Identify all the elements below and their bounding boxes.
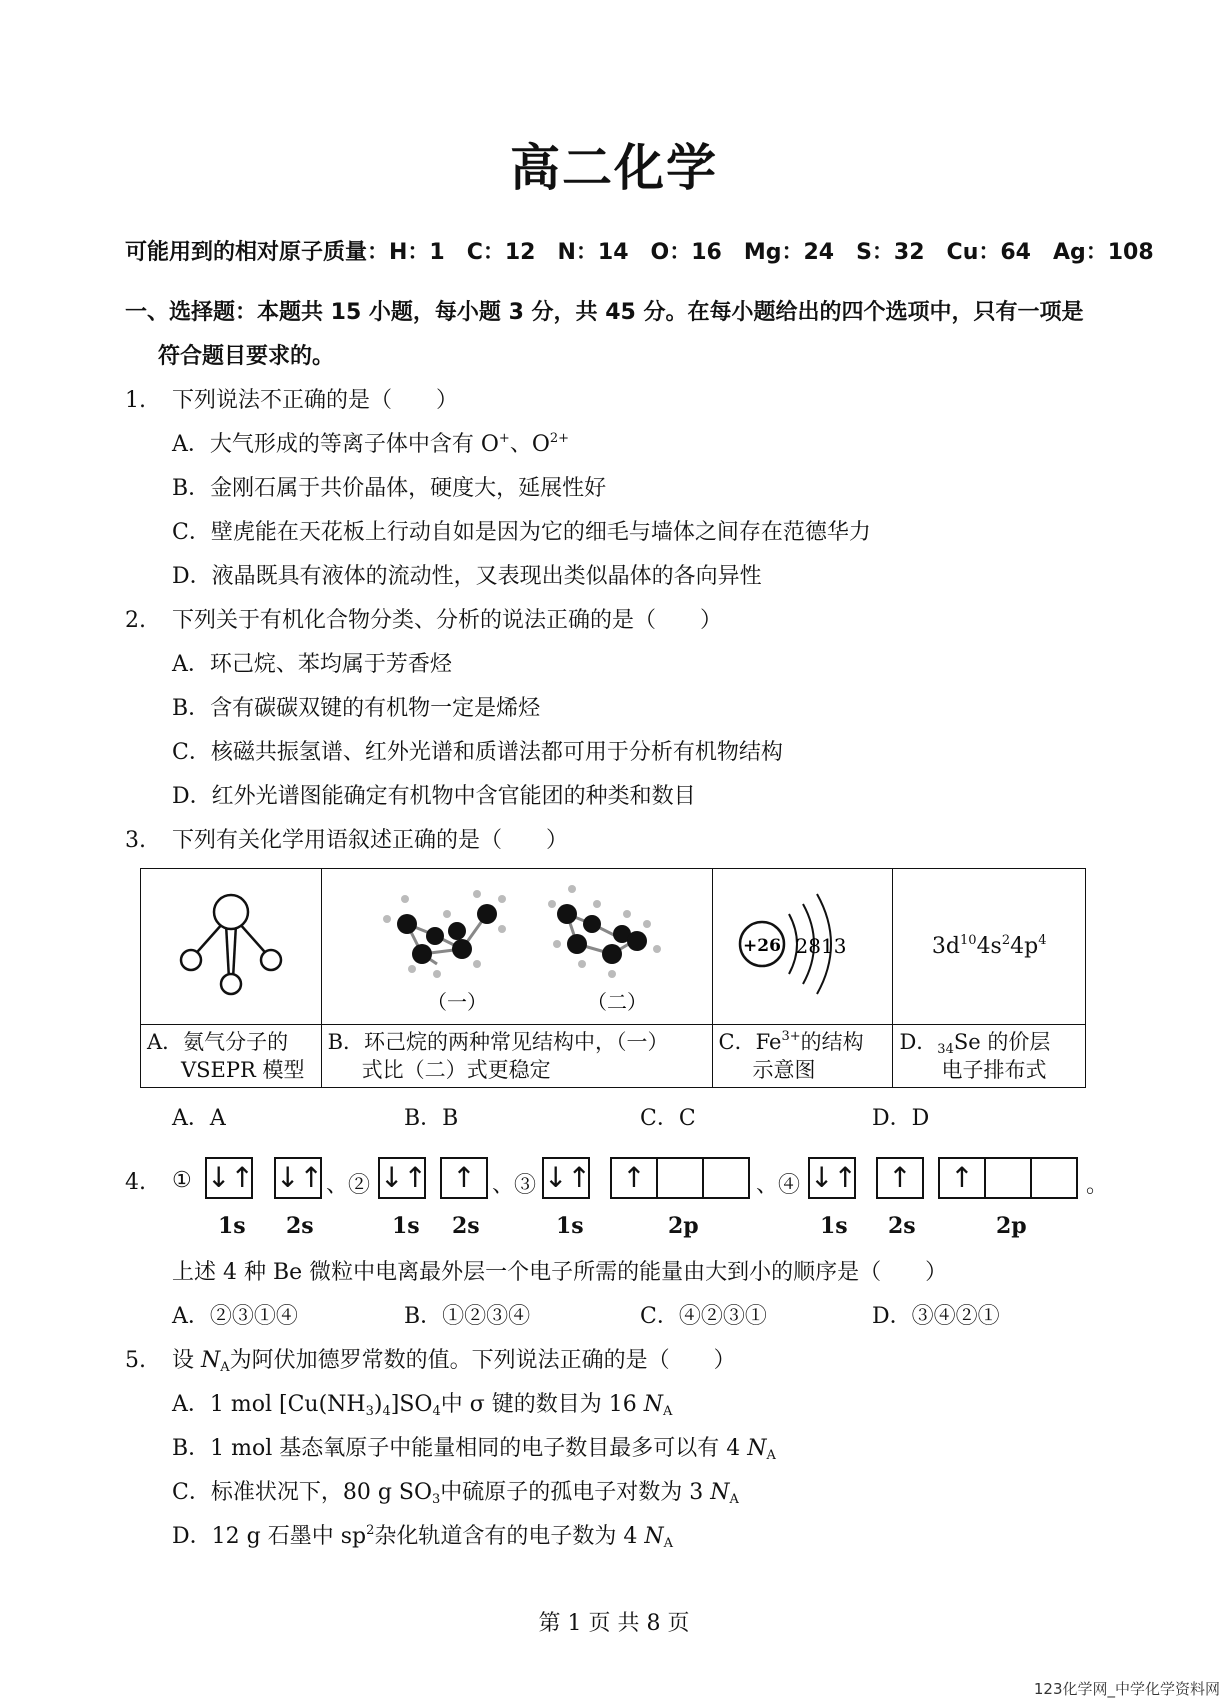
q3-number: 3. <box>125 828 146 853</box>
cyclohexane-conformers <box>321 869 712 1025</box>
page-title: 高二化学 <box>510 139 718 197</box>
label-2s: 2s <box>286 1213 314 1239</box>
atomic-structure-diagram <box>717 879 887 1009</box>
q4-marker-3: 、③ <box>492 1173 537 1198</box>
q3-option-b: B．B <box>404 1106 459 1131</box>
q5-option-c: C．标准状况下，80 g $SO_3$中硫原子的孤电子对数为 3 $N_A$ <box>172 1480 739 1507</box>
q5-option-a: A．1 mol $[Cu(NH_3)_4]SO_4$中 σ 键的数目为 16 $N_A$ <box>172 1392 673 1419</box>
q1-option-d: D．液晶既具有液体的流动性，又表现出类似晶体的各向异性 <box>172 564 762 589</box>
conformer-label-two: （二） <box>586 990 647 1014</box>
q3-option-d: D．D <box>872 1106 930 1131</box>
watermark: 123化学网_中学化学资料网 <box>1033 1680 1220 1698</box>
q4-marker-4: 、④ <box>756 1173 801 1198</box>
q4-marker-1: ① <box>172 1168 192 1193</box>
q4-number: 4. <box>125 1170 146 1195</box>
label-2s: 2s <box>452 1213 480 1239</box>
q4-4-2p: ↑ <box>938 1157 1078 1201</box>
atomic-mass-line: 可能用到的相对原子质量：H：1 C：12 N：14 O：16 Mg：24 S：32 Cu：64 Ag：108 <box>125 240 1154 265</box>
caption-d: D．$_{34}$Se 的价层 电子排布式 <box>893 1025 1086 1088</box>
q2-number: 2. <box>125 608 146 633</box>
q2-option-d: D．红外光谱图能确定有机物中含官能团的种类和数目 <box>172 784 696 809</box>
label-1s: 1s <box>556 1213 584 1239</box>
nucleus-charge: +26 <box>743 936 782 956</box>
q4-3-2p: ↑ <box>610 1157 750 1201</box>
q4-2-1s: ↓↑ <box>378 1157 426 1201</box>
q3-stem: 下列有关化学用语叙述正确的是（ ） <box>172 828 569 853</box>
q1-option-b: B．金刚石属于共价晶体，硬度大，延展性好 <box>172 476 607 501</box>
nh3-vsepr-model <box>141 869 322 1025</box>
q4-option-d: D．③④②① <box>872 1304 1000 1329</box>
q5-option-b: B．1 mol 基态氧原子中能量相同的电子数目最多可以有 4 $N_A$ <box>172 1436 776 1463</box>
q4-option-c: C．④②③① <box>640 1304 767 1329</box>
q4-1-2s: ↓↑ <box>274 1157 322 1201</box>
q1-option-a: A．大气形成的等离子体中含有 O+、$O^{2+}$ <box>172 431 570 457</box>
q1-number: 1. <box>125 388 146 413</box>
q4-stem: 上述 4 种 Be 微粒中电离最外层一个电子所需的能量由大到小的顺序是（ ） <box>172 1260 948 1285</box>
q3-option-a: A．A <box>172 1106 226 1131</box>
q1-stem: 下列说法不正确的是（ ） <box>172 388 459 413</box>
q4-4-2s: ↑ <box>876 1157 924 1201</box>
label-1s: 1s <box>820 1213 848 1239</box>
q2-option-c: C．核磁共振氢谱、红外光谱和质谱法都可用于分析有机物结构 <box>172 740 783 765</box>
cyclohexane-diagram <box>327 869 707 1019</box>
fe-ion-structure <box>712 869 893 1025</box>
section-heading-line2: 符合题目要求的。 <box>158 344 335 369</box>
q3-table <box>140 868 1086 1088</box>
q5-option-d: D．12 g 石墨中 $sp^2$杂化轨道含有的电子数为 4 $N_A$ <box>172 1523 673 1551</box>
caption-b: B．环己烷的两种常见结构中，（一） 式比（二）式更稳定 <box>321 1025 712 1088</box>
q4-4-1s: ↓↑ <box>808 1157 856 1201</box>
caption-c: C．$Fe^{3+}$的结构 示意图 <box>712 1025 893 1088</box>
label-2s: 2s <box>888 1213 916 1239</box>
section-heading-line1: 一、选择题：本题共 15 小题，每小题 3 分，共 45 分。在每小题给出的四个选项中，只有一项是 <box>125 300 1084 325</box>
q4-end: 。 <box>1086 1173 1109 1198</box>
q2-option-a: A．环己烷、苯均属于芳香烃 <box>172 652 452 677</box>
q4-marker-2: 、② <box>326 1173 371 1198</box>
q5-number: 5. <box>125 1348 146 1373</box>
q1-option-c: C．壁虎能在天花板上行动自如是因为它的细毛与墙体之间存在范德华力 <box>172 520 871 545</box>
conformer-label-one: （一） <box>426 990 487 1014</box>
label-2p: 2p <box>996 1213 1027 1239</box>
label-1s: 1s <box>218 1213 246 1239</box>
electron-shells: 2813 <box>796 934 847 958</box>
se-electron-config: $3d^{10}4s^24p^4$ <box>893 869 1086 1025</box>
q5-stem: 设 $N_A$为阿伏加德罗常数的值。下列说法正确的是（ ） <box>172 1348 736 1375</box>
label-2p: 2p <box>668 1213 699 1239</box>
q2-stem: 下列关于有机化合物分类、分析的说法正确的是（ ） <box>172 608 723 633</box>
q3-option-c: C．C <box>640 1106 696 1131</box>
q2-option-b: B．含有碳碳双键的有机物一定是烯烃 <box>172 696 541 721</box>
vsepr-diagram <box>171 884 291 1004</box>
q4-option-a: A．②③①④ <box>172 1304 298 1329</box>
q4-2-2s: ↑ <box>440 1157 488 1201</box>
q4-1-1s: ↓↑ <box>205 1157 253 1201</box>
label-1s: 1s <box>392 1213 420 1239</box>
caption-a: A．氨气分子的 VSEPR 模型 <box>141 1025 322 1088</box>
q4-option-b: B．①②③④ <box>404 1304 531 1329</box>
q4-3-1s: ↓↑ <box>542 1157 590 1201</box>
page-footer: 第 1 页 共 8 页 <box>538 1611 690 1636</box>
